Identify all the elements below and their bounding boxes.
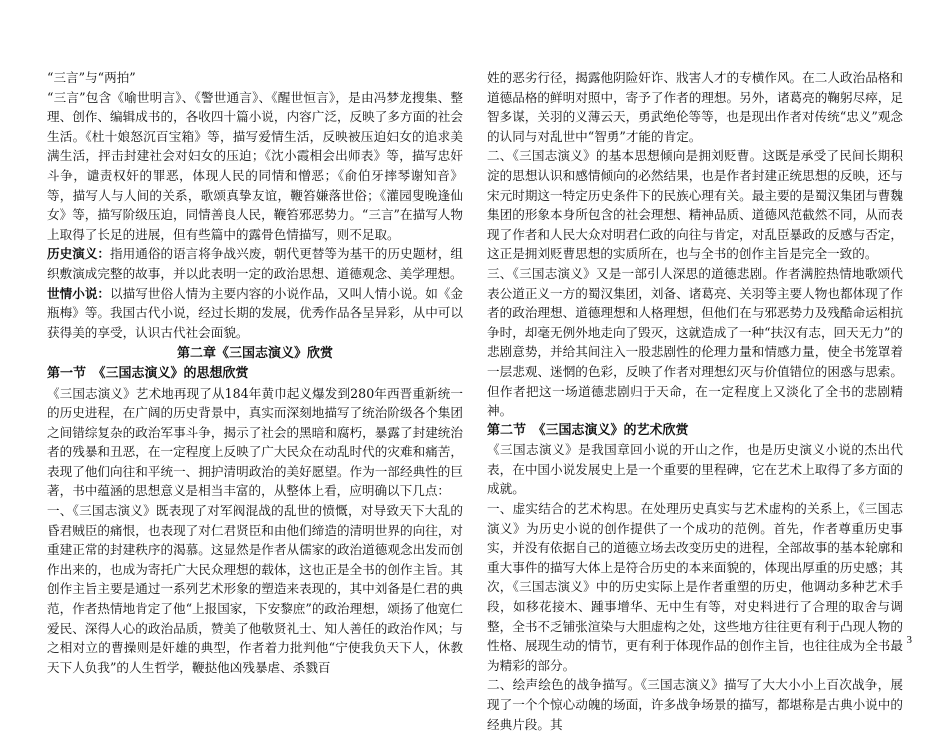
paragraph-point-three: 三、《三国志演义》又是一部引人深思的道德悲剧。作者满腔热情地歌颂代表公道正义一方的蜀汉集团，刘备、诸葛亮、关羽等主要人物也都体现了作者的政治理想、道德理想和人格理想，但他们在与邪恶势力及残酷命运相抗争时，却毫无例外地走向了毁灭，这就造成了一种“扶汉有志，回天无力”的悲剧意势，并给其间注入一股悲剧性的伦理力量和情感力量，使全书笼罩着一层悲观、迷惘的色彩，反映了作者对理想幻灭与价值错位的困惑与思索。但作者把这一场道德悲剧归于天命，在一定程度上又淡化了全书的悲剧精神。 <box>487 265 903 419</box>
paragraph-art-two: 二、绘声绘色的战争描写。《三国志演义》描写了大大小小上百次战争，展现了一个个惊心动魄的场面，许多战争场景的描写，都堪称是古典小说中的经典片段。其 <box>487 677 903 732</box>
definition-worldly-novel <box>47 284 463 343</box>
paragraph-sanyan: “三言”包含《喻世明言》、《警世通言》、《醒世恒言》，是由冯梦龙搜集、整理、创作、编辑成书的，各收四十篇小说，内容广泛，反映了多方面的社会生活。《杜十娘怒沉百宝箱》等，描写爱情生活，反映被压迫妇女的追求美满生活，抨击封建社会对妇女的压迫；《沈小霞相会出师表》等，描写忠奸斗争，谴责权奸的罪恶，体现人民的同情和憎恶；《俞伯牙摔琴谢知音》等，描写人与人间的关系，歌颂真挚友谊，鞭笞嫌落世俗；《灌园叟晚逢仙女》等，描写阶级压迫，同情善良人民，鞭笞邪恶势力。“三言”在描写人物上取得了长足的进展，但有些篇中的露骨色情描写，则不足取。 <box>47 89 463 242</box>
section-title-thought: 第一节 《三国志演义》的思想欣赏 <box>47 365 249 381</box>
left-column <box>47 68 463 677</box>
right-column <box>487 68 903 734</box>
paragraph-continuation: 姓的恶劣行径，揭露他阴险奸诈、戕害人才的专横作风。在二人政治品格和道德品格的鲜明对照中，寄予了作者的理想。另外，诸葛亮的鞠躬尽瘁，足智多谋，关羽的义薄云天，勇武绝伦等等，也是现出作者对传统“忠义”观念的认同与对乱世中“智勇”才能的肯定。 <box>487 70 903 144</box>
paragraph-art-intro: 《三国志演义》是我国章回小说的开山之作，也是历史演义小说的杰出代表，在中国小说发展史上是一个重要的里程碑，它在艺术上取得了多方面的成就。 <box>487 442 903 497</box>
page-number: 3 <box>906 634 912 646</box>
paragraph-point-one: 一、《三国志演义》既表现了对军阀混战的乱世的愤慨，对导致天下大乱的昏君贼臣的痛恨，也表现了对仁君贤臣和由他们缔造的清明世界的向往，对重建正常的封建秩序的渴慕。这显然是作者从儒家的政治道德观念出发而创作出来的，也成为寄托广大民众理想的载体，这也正是全书的创作主旨。其创作主旨主要是通过一系列艺术形象的塑造来表现的，其中刘备是仁君的典范，作者热情地肯定了他“上报国家，下安黎庶”的政治理想，颂扬了他宽仁爱民、深得人心的政治品质，赞美了他敬贤礼士、知人善任的政治作风；与之相对立的曹操则是奸雄的典型，作者着力批判他“宁使我负天下人，休教天下人负我”的人生哲学，鞭挞他凶残暴虐、杀戮百 <box>47 503 463 675</box>
definition-historical-romance <box>47 244 463 283</box>
chapter-title: 第二章《三国志演义》欣赏 <box>176 346 333 362</box>
definition-text: 指用通俗的语言将争战兴废，朝代更替等为基干的历史题材，组织敷演成完整的故事，并以此表明一定的政治思想、道德观念、美学理想。 <box>47 246 464 281</box>
section-title-art: 第二节 《三国志演义》的艺术欣赏 <box>487 422 689 438</box>
paragraph-art-one: 一、虚实结合的艺术构思。在处理历史真实与艺术虚构的关系上，《三国志演义》为历史小说的创作提供了一个成功的范例。首先，作者尊重历史事实，并没有依据自己的道德立场去改变历史的进程，全部故事的基本轮廓和重大事件的描写大体上是符合历史的本来面貌的，体现出厚重的历史感；其次，《三国志演义》中的历史实际上是作者重塑的历史，他调动多种艺术手段，如移花接木、踵事增华、无中生有等，对史料进行了合理的取舍与调整，全书不乏铺张渲染与大胆虚构之处，这些地方往往更有利于凸现人物的性格、展现生动的情节，更有利于体现作品的创作主旨，也往往成为全书最为精彩的部分。 <box>487 501 903 673</box>
heading-sanyan-erpai: “三言”与“两拍” <box>47 70 136 85</box>
paragraph-point-two: 二、《三国志演义》的基本思想倾向是拥刘贬曹。这既是承受了民间长期积淀的思想认识和感情倾向的必然结果，也是作者封建正统思想的反映，还与宋元时期这一特定历史条件下的民族心理有关。最主要的是蜀汉集团与曹魏集团的形象本身所包含的社会理想、精神品质、道德风范截然不同，从而表现了作者和人民大众对明君仁政的向往与肯定，对乱臣暴政的反感与否定，这正是拥刘贬曹思想的实质所在，也与全书的创作主旨是完全一致的。 <box>487 148 903 262</box>
term-worldly-novel: 世情小说： <box>47 285 111 301</box>
term-historical-romance: 历史演义： <box>47 246 111 262</box>
definition-text: 以描写世俗人情为主要内容的小说作品，又叫人情小说。如《金瓶梅》等。我国古代小说，经过长期的发展，优秀作品各呈异彩，从中可以获得美的享受，认识古代社会面貌。 <box>47 285 464 340</box>
paragraph-intro: 《三国志演义》艺术地再现了从184年黄巾起义爆发到280年西晋重新统一的历史进程，在广阔的历史背景中，真实而深刻地描写了统治阶级各个集团之间错综复杂的政治军事斗争，揭示了社会的黑暗和腐朽，暴露了封建统治者的残暴和丑恶，在一定程度上反映了广大民众在动乱时代的灾难和痛苦，表现了他们向往和平统一、拥护清明政治的美好愿望。作为一部经典性的巨著，书中蕴涵的思想意义是相当丰富的，从整体上看，应明确以下几点： <box>47 385 463 499</box>
